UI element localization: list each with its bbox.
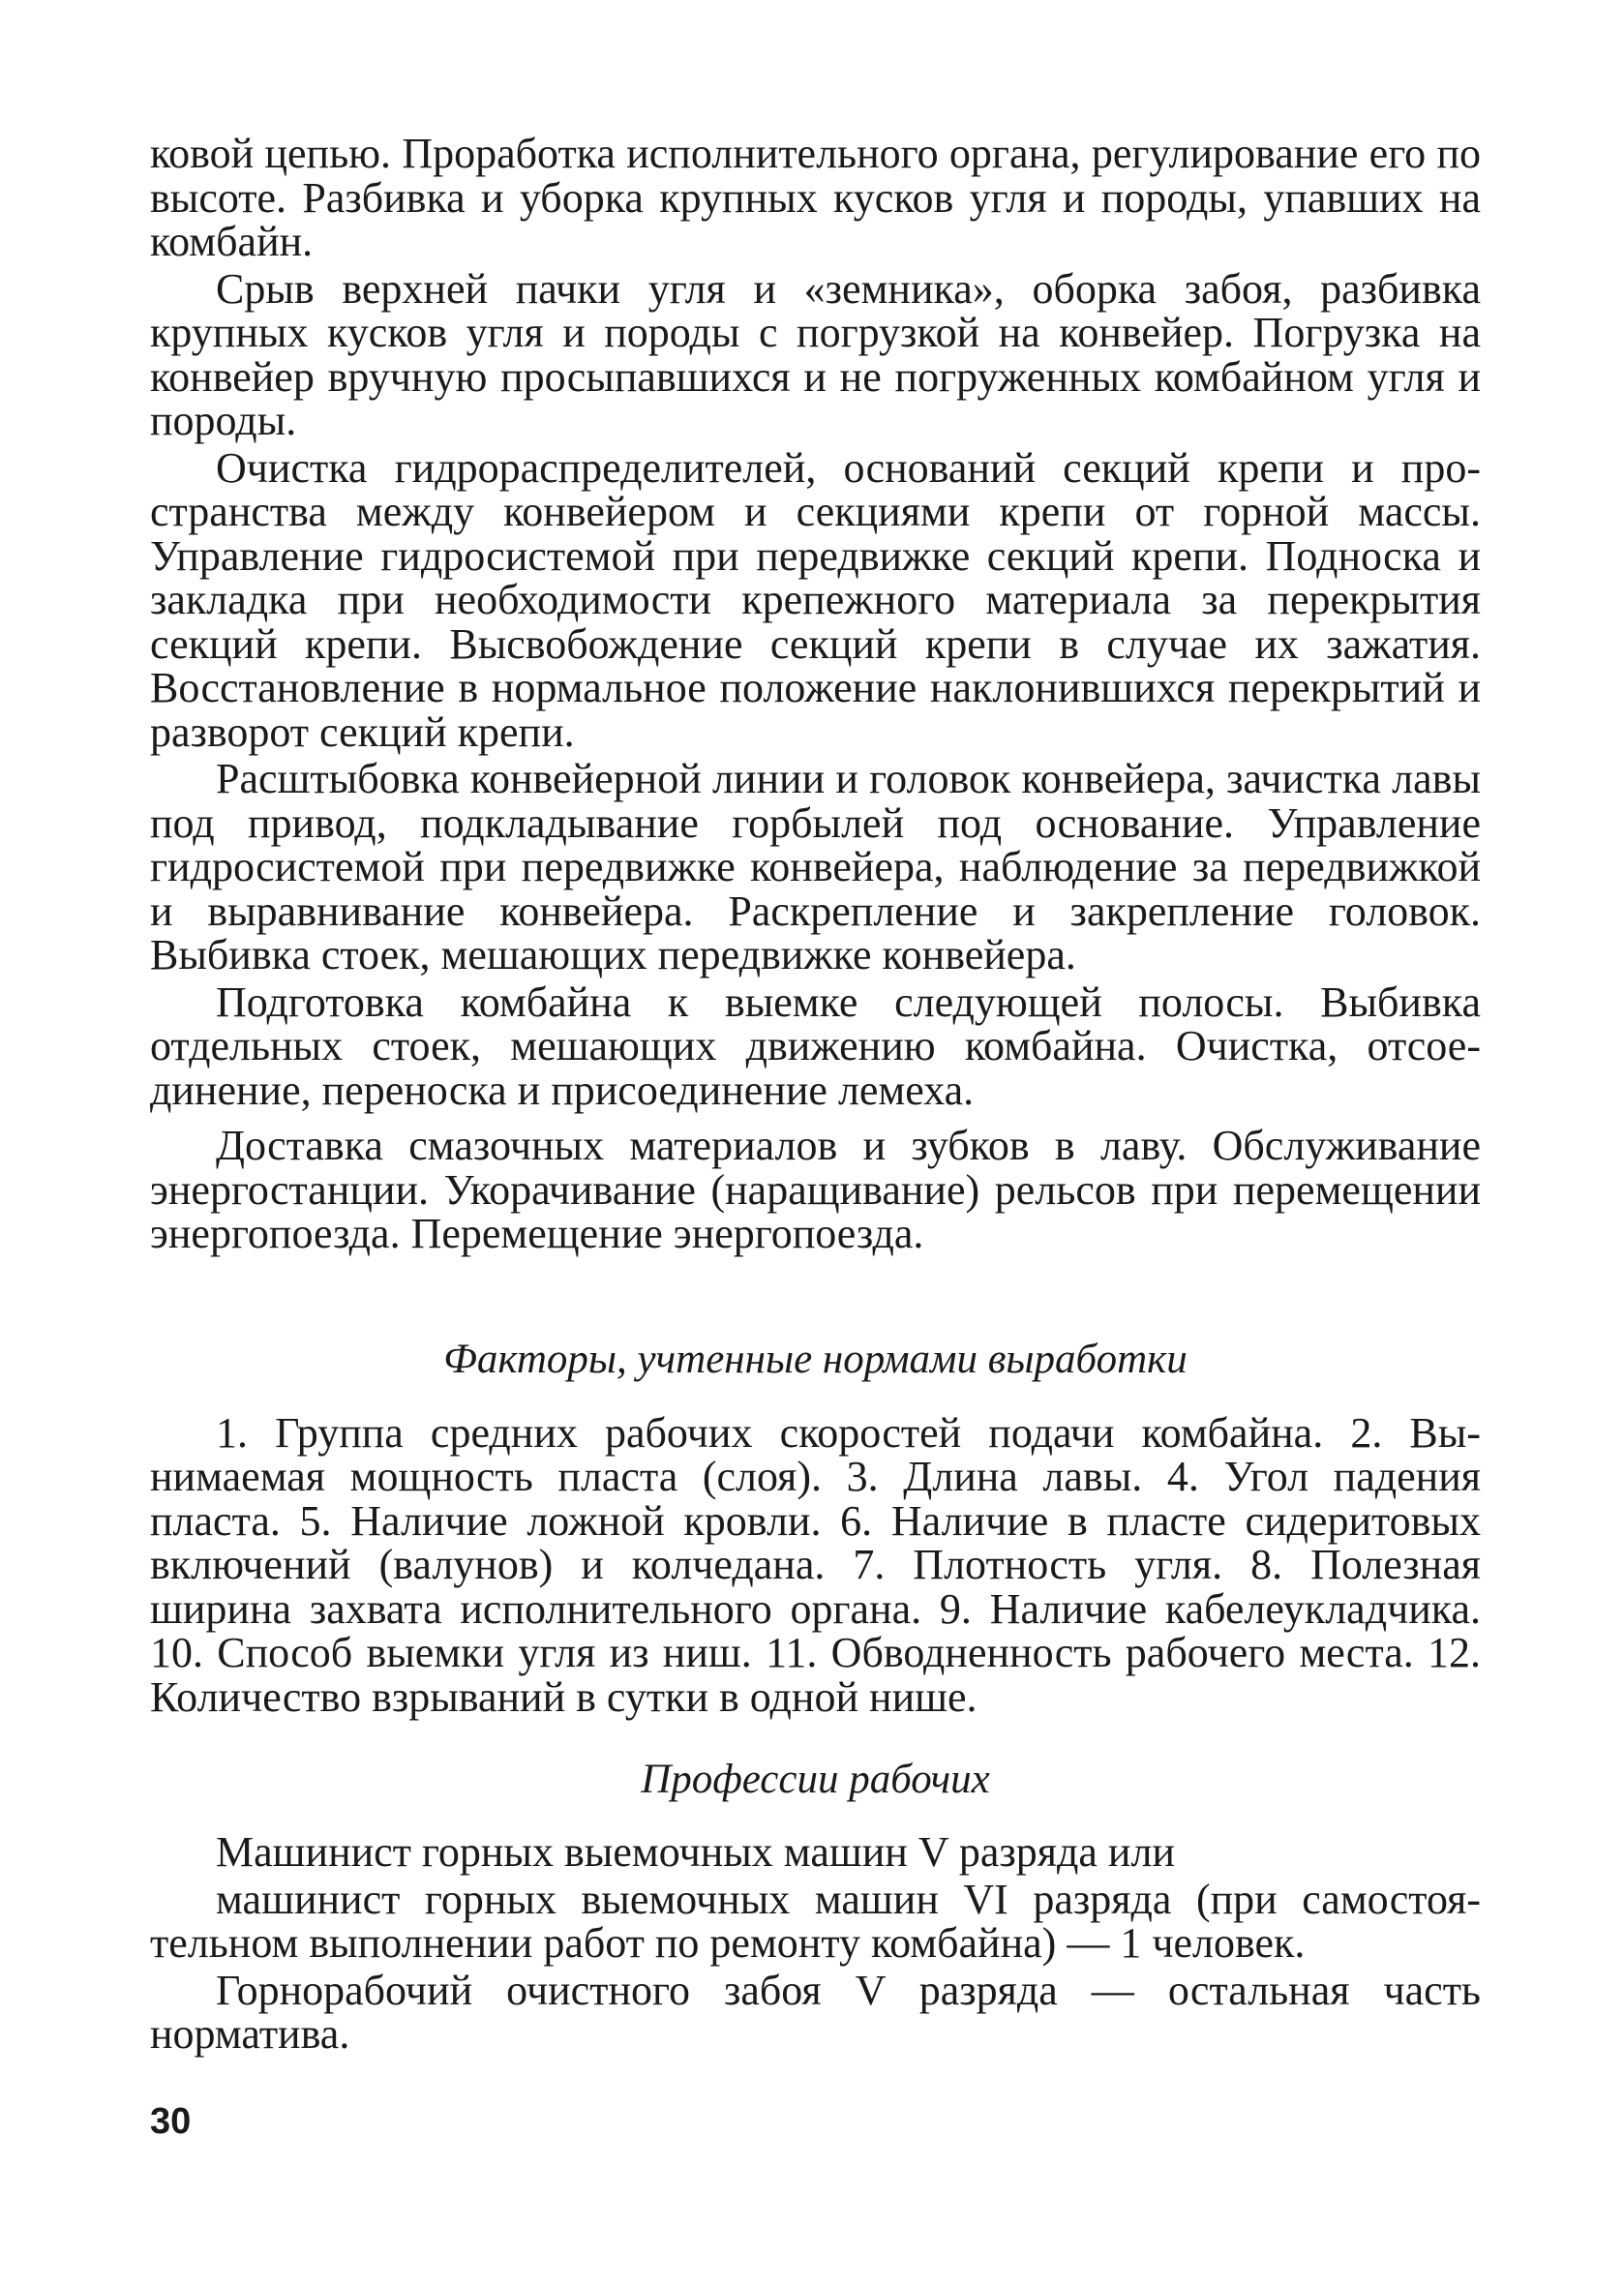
factors-text: 1. Группа средних рабочих скоростей подачи комбайна. 2. Вынимаемая мощность пласта (слоя). 3. Длина лавы. 4. Угол падения пласта. 5. Наличие ложной кровли. 6. Наличие в пласте сидеритовых включений (валунов) и колчедана. 7. Плотность угля. 8. Полезная ширина захвата исполнительного органа. 9. Наличие кабелеукладчика. 10. Способ выемки угля из ниш. 11. Обводненность рабочего места. 12. Количество взрываний в сутки в одной нише. bbox=[150, 1408, 1481, 1721]
profession-line-2: машинист горных выемочных машин VI разряда (при самостоятельном выполнении работ по ремонту комбайна) — 1 человек. bbox=[150, 1875, 1481, 1967]
paragraph-coal-stripping: Срыв верхней пачки угля и «земника», оборка забоя, разбивка крупных кусков угля и породы с погрузкой на конвейер. Погрузка на конвейер вручную просыпавшихся и не погруженных комбайном угля и породы. bbox=[150, 264, 1481, 444]
paragraph-continuation: ковой цепью. Проработка исполнительного органа, регулирование его по высоте. Разбивка и уборка крупных кусков угля и породы, упавших на комбайн. bbox=[150, 130, 1481, 265]
professions-heading: Профессии рабочих bbox=[641, 1757, 990, 1802]
paragraph-conveyor: Расштыбовка конвейерной линии и головок конвейера, зачистка лавы под привод, подкладывание горбылей под основание. Управление гидросистемой при передвижке конвейера, наблюдение за передвижкой и выравнивание конвейера. Раскрепление и закрепление головок. Выбивка стоек, мешающих передвижке конвейера. bbox=[150, 755, 1481, 978]
paragraph-support-cleaning: Очистка гидрораспределителей, оснований секций крепи и пространства между конвейером и секциями крепи от горной массы. Управление гидросистемой при передвижке секций крепи. Подноска и закладка при необходимости крепежного материала за перекрытия секций крепи. Высвобождение секций крепи в случае их зажатия. Восстановление в нормальное положение наклонившихся перекрытий и разворот секций крепи. bbox=[150, 443, 1481, 756]
profession-line-3: Горнорабочий очистного забоя V разряда — остальная часть норматива. bbox=[150, 1966, 1481, 2058]
document-page bbox=[150, 132, 1481, 2060]
profession-line-1: Машинист горных выемочных машин V разряда или bbox=[216, 1828, 1175, 1876]
paragraph-lubricants: Доставка смазочных материалов и зубков в лаву. Обслуживание энергостанции. Укорачивание (наращивание) рельсов при перемещении энергопоезда. Перемещение энергопоезда. bbox=[150, 1122, 1481, 1257]
page-number: 30 bbox=[150, 2101, 192, 2142]
paragraph-combine-prep: Подготовка комбайна к выемке следующей полосы. Выбивка отдельных стоек, мешающих движению комбайна. Очистка, отсоединение, переноска и присоединение лемеха. bbox=[150, 978, 1481, 1114]
factors-heading: Факторы, учтенные нормами выработки bbox=[443, 1336, 1188, 1382]
